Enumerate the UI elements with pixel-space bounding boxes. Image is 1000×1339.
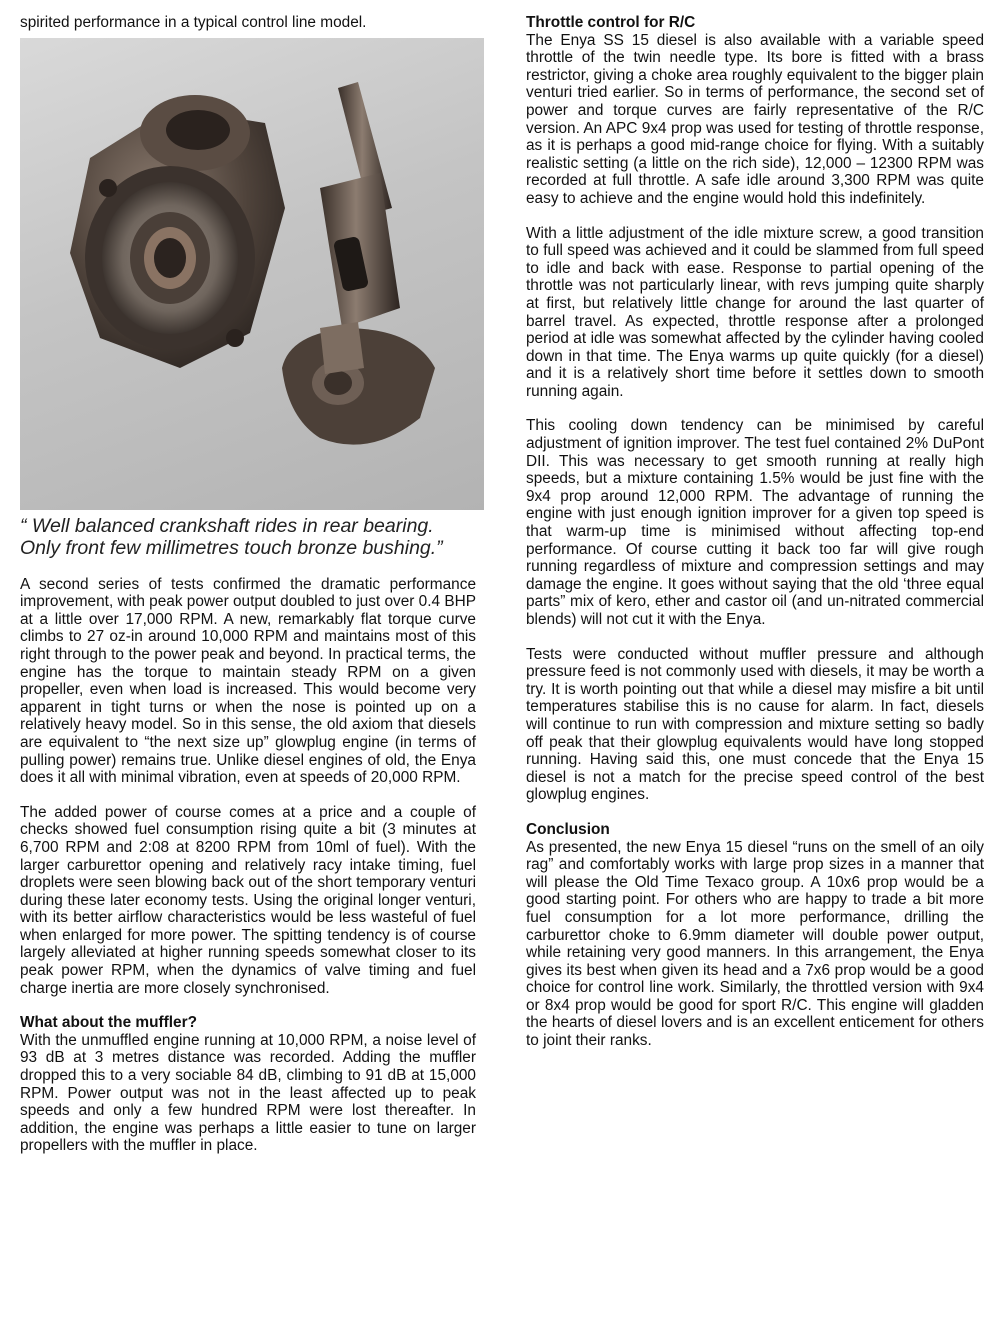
right-paragraph-4: Tests were conducted without muffler pressure and although pressure feed is not commonly used with diesels, it may be worth a try. It is worth pointing out that while a diesel may misfire a bit until temperatures stabilise this is no cause for alarm. In fact, diesels will continue to run with compression and mixture setting so badly off peak that their glowplug equivalents would have long stopped running. Having said this, one must concede that the Enya 15 diesel is not a match for the precise speed control of the best glowplug engines. [526,645,984,804]
photo-caption: “ Well balanced crankshaft rides in rear bearing. Only front few millimetres touch bronze bushing.” [20,514,443,559]
left-column [20,14,476,1155]
conclusion-heading: Conclusion [526,820,610,838]
right-paragraph-1: The Enya SS 15 diesel is also available with a variable speed throttle of the twin needle type. Its bore is fitted with a brass restrictor, giving a choke area roughly equivalent to the bigger plain venturi tried earlier. So in terms of performance, the second set of power and torque curves are fairly representative of the R/C version. An APC 9x4 prop was used for testing of throttle response, as it is perhaps a good mid-range choice for flying. With a suitably realistic setting (a little on the rich side), 12,000 – 12300 RPM was recorded at full throttle. A safe idle around 3,300 RPM was quite easy to achieve and the engine would hold this indefinitely. [526,31,984,207]
right-paragraph-5: As presented, the new Enya 15 diesel “runs on the smell of an oily rag” and comfortably works with large prop sizes in a manner that will please the Old Time Texaco group. A 10x6 prop would be a good starting point. For others who are happy to trade a bit more fuel consumption for a lot more performance, drilling the carburettor choke to 6.9mm diameter will double power output, while retaining very good manners. In this arrangement, the Enya gives its best when given its head and a 7x6 prop would be a good choice for control line work. Similarly, the throttled version with 9x4 or 8x4 prop would be good for sport R/C. This engine will gladden the hearts of diesel lovers and is an excellent enticement for others to joint their ranks. [526,838,984,1050]
throttle-heading: Throttle control for R/C [526,14,696,31]
right-paragraph-2: With a little adjustment of the idle mixture screw, a good transition to full speed was achieved and it could be slammed from full speed to idle and back with ease. Response to partial opening of the throttle was not particularly linear, with revs jumping quite sharply at first, but relatively little change for around the last quarter of barrel travel. As expected, throttle response after a prolonged period at idle was somewhat affected by the cylinder having cooled down in that time. The Enya warms up quite quickly (for a diesel) and it is a relatively short time before it settles down to smooth running again. [526,224,984,400]
left-paragraph-3: With the unmuffled engine running at 10,000 RPM, a noise level of 93 dB at 3 metres distance was recorded. Adding the muffler dropped this to a very sociable 84 dB, climbing to 91 dB at 15,000 RPM. Power output was not in the least affected up to peak speeds and only a few hundred RPM were lost thereafter. In addition, the engine was perhaps a little easier to tune on larger propellers with the muffler in place. [20,1031,476,1155]
intro-line: spirited performance in a typical control line model. [20,14,367,31]
right-column [526,14,984,1050]
muffler-heading: What about the muffler? [20,1014,197,1032]
left-paragraph-2: The added power of course comes at a price and a couple of checks showed fuel consumption rising quite a bit (3 minutes at 6,700 RPM and 2:08 at 8200 RPM from 10ml of fuel). With the larger carburettor opening and relatively racy intake timing, fuel droplets were seen blowing back out of the short temporary venturi during these later economy tests. Using the original longer venturi, with its better airflow characteristics would be less wasteful of fuel when enlarged for more power. The spitting tendency is of course largely alleviated at higher running speeds somewhat closer to its peak power RPM, when the dynamics of valve timing and fuel charge inertia are more closely synchronised. [20,803,476,997]
crankshaft-illustration [20,38,484,510]
left-paragraph-1: A second series of tests confirmed the dramatic performance improvement, with peak power output doubled to just over 0.4 BHP at a little over 17,000 RPM. A new, remarkably flat torque curve climbs to 27 oz-in around 10,000 RPM and maintains most of this right through to the power peak and beyond. In practical terms, the engine has the torque to maintain steady RPM on a given propeller, even when load is increased. This would become very apparent in tight turns or when the nose is pointed up on a relatively heavy model. So in this sense, the old axiom that diesels are equivalent to “the next size up” glowplug engine (in terms of pulling power) remains true. Unlike diesel engines of old, the Enya does it all with minimal vibration, even at speeds of 20,000 RPM. [20,575,476,787]
right-paragraph-3: This cooling down tendency can be minimised by careful adjustment of ignition improver. The test fuel contained 2% DuPont DII. This was necessary to get smooth running at really high speeds, but a mixture containing 1.5% would be just fine with the 9x4 prop around 12,000 RPM. The advantage of running the engine with just enough ignition improver for a given top speed is that warm-up time is minimised without affecting top-end performance. Of course cutting it back too far will give rough running regardless of mixture and compression settings and may damage the engine. It goes without saying that the old ‘three equal parts” mix of kero, ether and castor oil (and un-nitrated commercial blends) will not cut it with the Enya. [526,417,984,628]
crankshaft-photo [20,38,484,510]
